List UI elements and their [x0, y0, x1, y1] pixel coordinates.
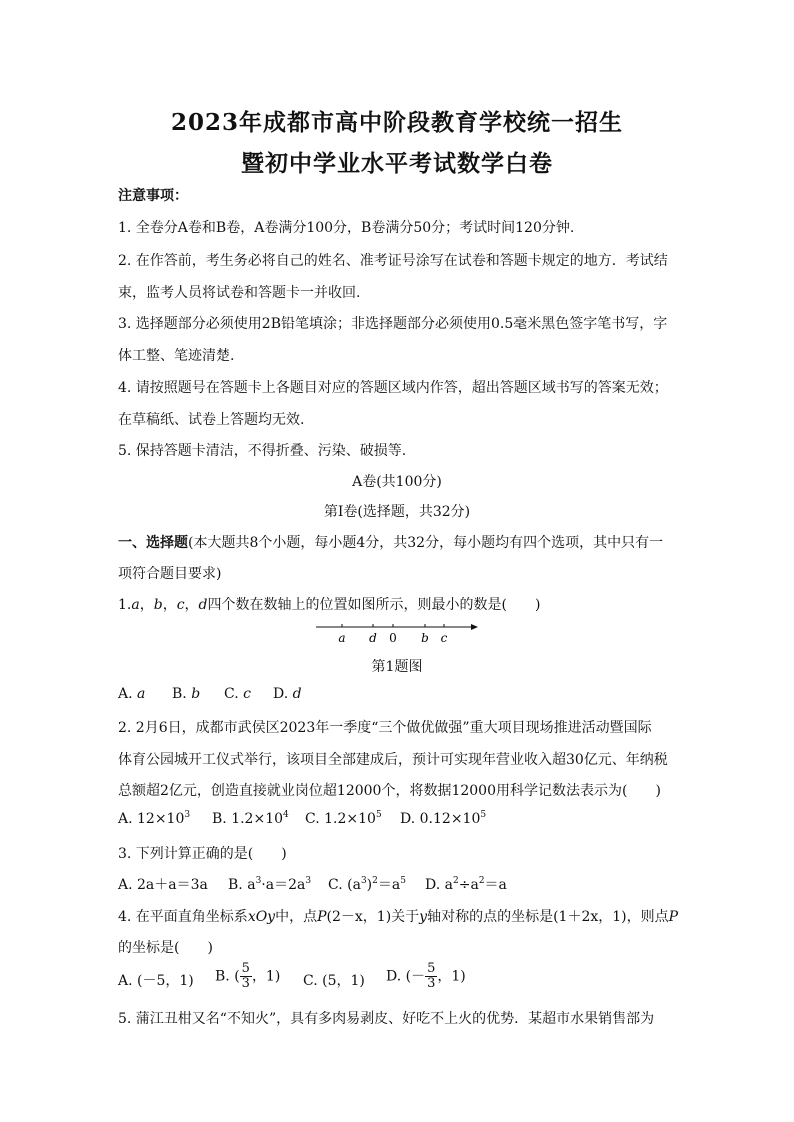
q4-option-d[interactable]: D. (－ $\frac{5}{3}$ ，1) [386, 961, 466, 991]
q2-stem-line2: 体育公园城开工仪式举行，该项目全部建成后，预计可实现年营业收入超30亿元、年纳税 [118, 752, 668, 768]
q1-option-b[interactable]: B. b [172, 686, 201, 702]
note-2-line2: 束，监考人员将试卷和答题卡一并收回. [118, 285, 361, 301]
q3-stem: 3. 下列计算正确的是( ) [118, 846, 287, 862]
notes-heading: 注意事项： [118, 188, 188, 204]
q1-figure-caption: 第1题图 [371, 659, 423, 675]
q4-option-a[interactable]: A. (－5，1) [118, 973, 194, 989]
q1-var-b: b [153, 597, 163, 613]
q2-option-a[interactable]: A. $12\times 10^3$ [118, 810, 191, 827]
note-4-line1: 4. 请按照题号在答题卡上各题目对应的答题区域内作答，超出答题区域书写的答案无效； [118, 380, 668, 396]
note-5: 5. 保持答题卡清洁，不得折叠、污染、破损等. [118, 443, 407, 459]
q1-var-c: c [176, 597, 185, 613]
q3-option-a[interactable]: A. 2a＋a＝3a [118, 877, 208, 893]
q1-option-d[interactable]: D. d [273, 686, 302, 702]
note-3-line1: 3. 选择题部分必须使用2B铅笔填涂；非选择题部分必须使用0.5毫米黑色签字笔书写，字 [118, 316, 668, 332]
exam-title-line2: 暨初中学业水平考试数学白卷 [241, 150, 553, 177]
part-1-title: 第Ⅰ卷(选择题，共32分) [323, 504, 471, 520]
q1-var-d: d [198, 597, 208, 613]
q3-option-b[interactable]: B. $a^3\cdot a=2a^3$ [228, 876, 312, 893]
note-3-line2: 体工整、笔迹清楚. [118, 348, 235, 364]
q2-stem-line1: 2. 2月6日，成都市武侯区2023年一季度“三个做优做强”重大项目现场推进活动暨国际 [118, 720, 652, 736]
number-line-arrow [471, 624, 478, 630]
label-d: d [369, 631, 377, 645]
label-b: b [421, 631, 429, 645]
q5-stem-line1: 5. 蒲江丑柑又名“不知火”，具有多肉易剥皮、好吃不上火的优势．某超市水果销售部为 [118, 1011, 655, 1027]
q1-stem-text: 四个数在数轴上的位置如图所示，则最小的数是( ) [207, 597, 541, 613]
label-c: c [440, 631, 448, 645]
q4-option-c[interactable]: C. (5，1) [303, 973, 365, 989]
section-a-title: A卷(共100分) [352, 474, 442, 490]
exam-title-line1: 2023年成都市高中阶段教育学校统一招生 [170, 109, 623, 136]
note-1: 1. 全卷分A卷和B卷，A卷满分100分，B卷满分50分；考试时间120分钟. [118, 220, 575, 236]
q4-option-d-fraction: $\frac{5}{3}$ [427, 961, 436, 991]
q4-option-b-fraction: $\frac{5}{3}$ [241, 961, 250, 991]
q4-stem-line1: 4. 在平面直角坐标系xOy中，点P(2－x，1)关于y轴对称的点的坐标是(1＋2x，1)，则点P [118, 909, 679, 925]
q3-option-d[interactable]: D. $a^2\div a^2=a$ [425, 876, 507, 893]
q1-stem: 1.a，b，c，d四个数在数轴上的位置如图所示，则最小的数是( ) [118, 597, 541, 613]
q1-option-a[interactable]: A. a [118, 686, 146, 702]
q2-option-d[interactable]: D. $0.12\times 10^5$ [400, 810, 487, 827]
q2-option-b[interactable]: B. $1.2\times 10^4$ [212, 810, 289, 827]
choice-description-line2: 项符合题目要求) [118, 566, 222, 582]
note-4-line2: 在草稿纸、试卷上答题均无效. [118, 412, 305, 428]
label-a: a [338, 631, 346, 645]
q2-stem-line3: 总额超2亿元，创造直接就业岗位超12000个，将数据12000用科学记数法表示为( ) [118, 783, 661, 799]
choice-section-intro [118, 532, 663, 552]
choice-description: (本大题共8个小题，每小题4分，共32分，每小题均有四个选项，其中只有一 [188, 535, 664, 551]
q1-var-a: a [131, 597, 140, 613]
label-0: 0 [389, 631, 397, 645]
choice-heading: 一、选择题 [118, 535, 188, 551]
q3-option-c[interactable]: C. $(a^3)^2=a^5$ [328, 876, 406, 893]
q2-option-c[interactable]: C. $1.2\times 10^5$ [305, 810, 382, 827]
q4-option-b[interactable]: B. ( $\frac{5}{3}$ ，1) [215, 961, 281, 991]
note-2-line1: 2. 在作答前，考生务必将自己的姓名、准考证号涂写在试卷和答题卡规定的地方．考试结 [118, 253, 668, 269]
q4-stem-line2: 的坐标是( ) [118, 940, 213, 956]
number-line-figure [316, 618, 480, 646]
q1-number: 1. [118, 597, 132, 613]
q1-option-c[interactable]: C. c [224, 686, 251, 702]
